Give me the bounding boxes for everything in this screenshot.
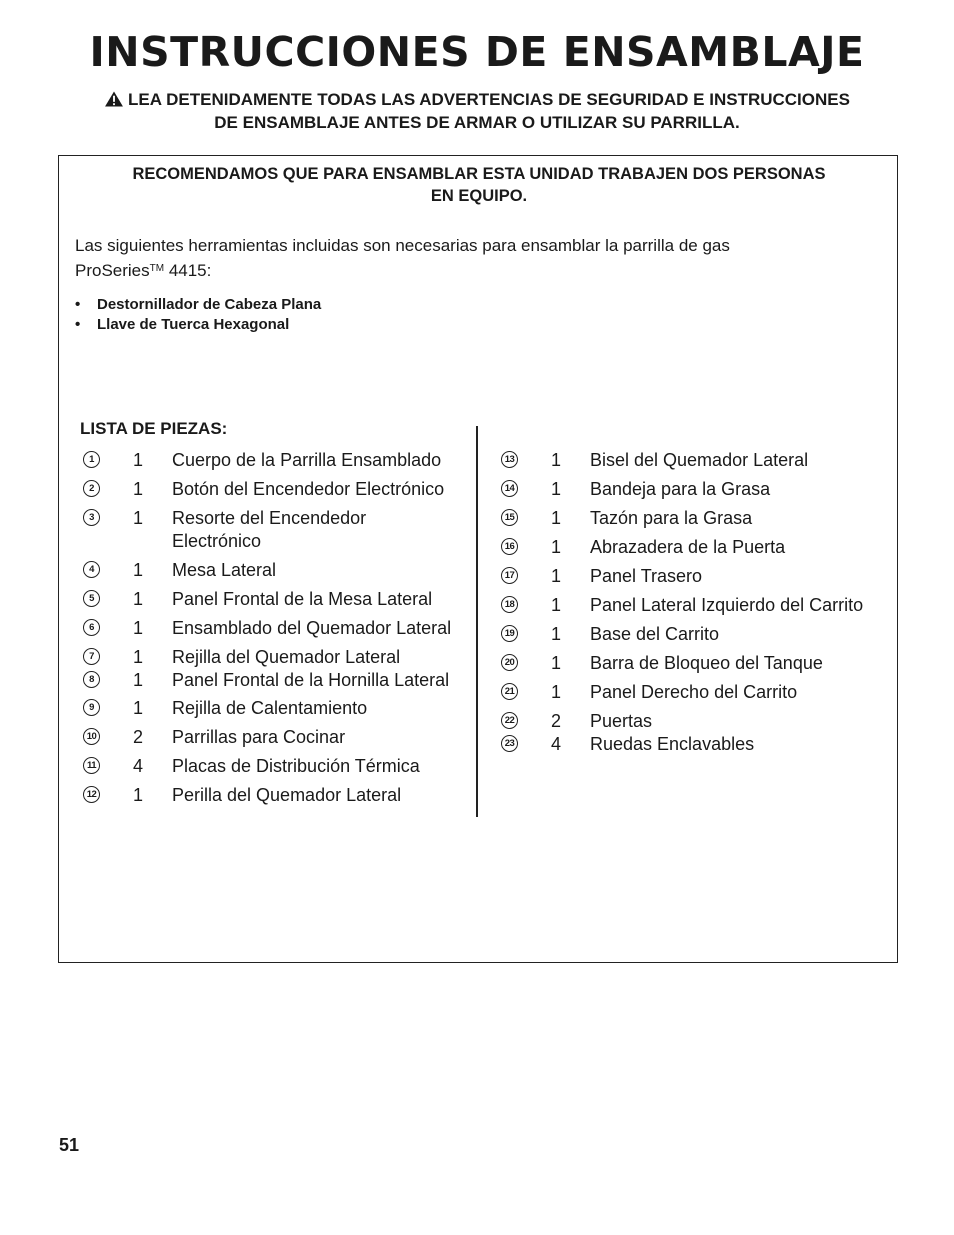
part-name-line: Placas de Distribución Térmica (172, 756, 420, 776)
part-number-badge: 8 (83, 671, 100, 688)
part-name (590, 565, 890, 588)
part-quantity: 1 (551, 450, 562, 470)
page-title: INSTRUCCIONES DE ENSAMBLAJE (89, 28, 865, 76)
part-name-line: Panel Derecho del Carrito (590, 682, 798, 702)
part-number-badge: 21 (501, 683, 518, 700)
part-quantity: 1 (133, 647, 144, 667)
part-name-line: Ruedas Enclavables (590, 734, 755, 754)
part-name-line: Rejilla de Calentamiento (172, 698, 368, 718)
part-quantity: 1 (551, 624, 562, 644)
instructions-box (58, 155, 898, 963)
warning-triangle-icon (104, 91, 124, 107)
warning-line-1: LEA DETENIDAMENTE TODAS LAS ADVERTENCIAS DE SEGURIDAD E INSTRUCCIONES (128, 90, 850, 109)
part-number-badge: 9 (83, 699, 100, 716)
part-quantity: 1 (551, 537, 562, 557)
part-number-badge: 5 (83, 590, 100, 607)
part-name-line: Puertas (590, 711, 653, 731)
part-name (172, 784, 472, 807)
page-number: 51 (59, 1135, 80, 1155)
part-name (590, 507, 890, 530)
part-name (172, 617, 472, 640)
part-name-line: Bisel del Quemador Lateral (590, 450, 809, 470)
part-quantity: 1 (551, 479, 562, 499)
recommendation-notice (79, 163, 879, 207)
recommendation-line-1: RECOMENDAMOS QUE PARA ENSAMBLAR ESTA UNIDAD TRABAJEN DOS PERSONAS (132, 165, 826, 183)
part-name-line: Mesa Lateral (172, 560, 277, 580)
part-number-badge: 6 (83, 619, 100, 636)
part-name-line: Cuerpo de la Parrilla Ensamblado (172, 450, 442, 470)
part-name-line: Bandeja para la Grasa (590, 479, 771, 499)
part-name (172, 726, 472, 749)
part-quantity: 1 (133, 785, 144, 805)
part-number-badge: 7 (83, 648, 100, 665)
part-number-badge: 19 (501, 625, 518, 642)
model-number: 4415: (164, 261, 212, 280)
part-quantity: 4 (133, 756, 144, 776)
part-quantity: 1 (133, 670, 144, 690)
part-number-badge: 13 (501, 451, 518, 468)
part-quantity: 1 (551, 508, 562, 528)
part-number-badge: 10 (83, 728, 100, 745)
part-number-badge: 23 (501, 735, 518, 752)
part-number-badge: 12 (83, 786, 100, 803)
safety-warning (40, 88, 914, 134)
part-number-badge: 14 (501, 480, 518, 497)
part-name-line: Ensamblado del Quemador Lateral (172, 618, 452, 638)
part-name-line: Botón del Encendedor Electrónico (172, 479, 445, 499)
part-quantity: 2 (133, 727, 144, 747)
part-quantity: 1 (133, 618, 144, 638)
part-name-line: Panel Trasero (590, 566, 703, 586)
part-name-line: Abrazadera de la Puerta (590, 537, 786, 557)
tool-item: • Llave de Tuerca Hexagonal (75, 315, 321, 335)
part-name (172, 449, 472, 472)
part-quantity: 4 (551, 734, 562, 754)
part-name-line: Perilla del Quemador Lateral (172, 785, 402, 805)
part-number-badge: 3 (83, 509, 100, 526)
recommendation-line-2: EN EQUIPO. (430, 187, 528, 205)
part-number-badge: 22 (501, 712, 518, 729)
part-name (590, 710, 890, 733)
part-number-badge: 18 (501, 596, 518, 613)
part-name-line: Panel Frontal de la Hornilla Lateral (172, 670, 450, 690)
part-name (172, 755, 472, 778)
parts-list-heading: LISTA DE PIEZAS: (80, 419, 228, 438)
tool-item: • Destornillador de Cabeza Plana (75, 295, 321, 315)
part-quantity: 1 (551, 566, 562, 586)
part-number-badge: 11 (83, 757, 100, 774)
part-name (590, 478, 890, 501)
part-number-badge: 15 (501, 509, 518, 526)
part-number-badge: 1 (83, 451, 100, 468)
tools-intro-line-1: Las siguientes herramientas incluidas son necesarias para ensamblar la parrilla de gas (75, 236, 730, 255)
part-number-badge: 16 (501, 538, 518, 555)
part-name-line: Panel Frontal de la Mesa Lateral (172, 589, 433, 609)
tools-intro (75, 234, 835, 282)
part-name-line: Panel Lateral Izquierdo del Carrito (590, 595, 864, 615)
part-name-line: Electrónico (172, 531, 262, 551)
part-name (590, 623, 890, 646)
trademark: TM (149, 263, 165, 274)
warning-line-2: DE ENSAMBLAJE ANTES DE ARMAR O UTILIZAR SU PARRILLA. (214, 113, 740, 132)
part-name (172, 507, 472, 553)
part-name (172, 478, 472, 501)
part-quantity: 1 (133, 508, 144, 528)
part-name-line: Tazón para la Grasa (590, 508, 753, 528)
part-name (172, 588, 472, 611)
part-name (172, 669, 472, 692)
brand-name: ProSeries (75, 261, 150, 280)
part-name (172, 559, 472, 582)
part-name (172, 646, 472, 669)
part-name-line: Rejilla del Quemador Lateral (172, 647, 401, 667)
part-quantity: 1 (551, 595, 562, 615)
part-quantity: 1 (551, 682, 562, 702)
part-name (590, 681, 890, 704)
part-number-badge: 17 (501, 567, 518, 584)
column-divider (476, 426, 478, 817)
part-name (172, 697, 472, 720)
part-quantity: 2 (551, 711, 562, 731)
part-name (590, 652, 890, 675)
part-number-badge: 20 (501, 654, 518, 671)
part-name-line: Barra de Bloqueo del Tanque (590, 653, 823, 673)
part-quantity: 1 (551, 653, 562, 673)
part-name-line: Resorte del Encendedor (172, 508, 367, 528)
part-number-badge: 2 (83, 480, 100, 497)
part-quantity: 1 (133, 450, 144, 470)
part-name (590, 733, 890, 756)
part-name (590, 536, 890, 559)
part-quantity: 1 (133, 479, 144, 499)
part-name (590, 594, 890, 617)
tools-list (75, 295, 321, 335)
part-name (590, 449, 890, 472)
part-quantity: 1 (133, 589, 144, 609)
part-quantity: 1 (133, 560, 144, 580)
part-name-line: Parrillas para Cocinar (172, 727, 346, 747)
part-name-line: Base del Carrito (590, 624, 720, 644)
part-number-badge: 4 (83, 561, 100, 578)
part-quantity: 1 (133, 698, 144, 718)
